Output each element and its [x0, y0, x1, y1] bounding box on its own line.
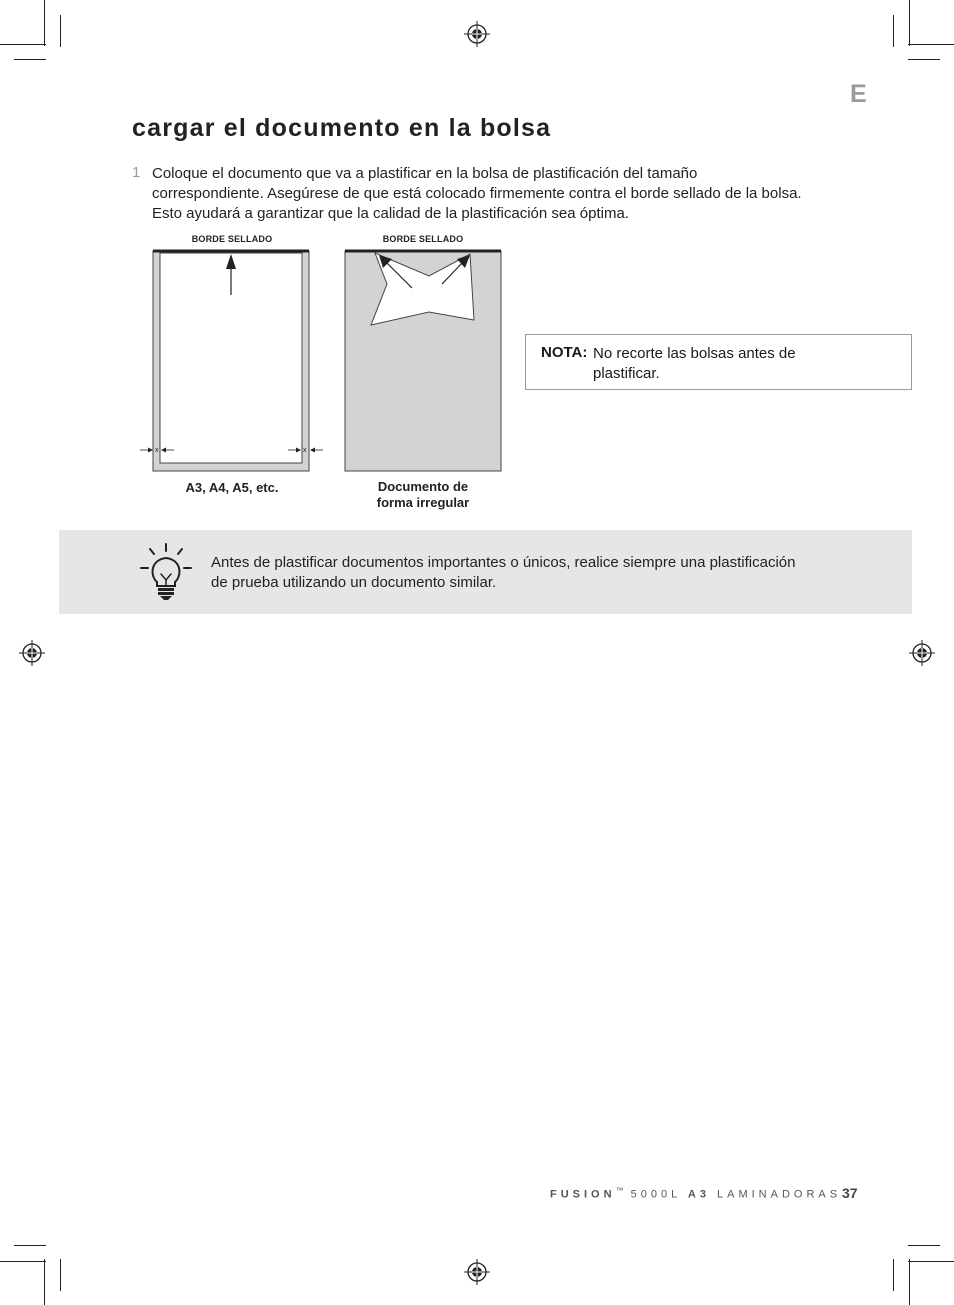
seal-edge-label-right: BORDE SELLADO	[382, 234, 464, 244]
lightbulb-icon	[138, 542, 194, 602]
caption-irregular-line2: forma irregular	[376, 495, 470, 510]
footer-brand-line	[550, 1186, 841, 1201]
caption-irregular-line1: Documento de	[377, 479, 469, 494]
registration-mark-right	[909, 640, 935, 666]
note-text: No recorte las bolsas antes de plastificar.	[593, 345, 796, 382]
pouch-diagram-standard	[140, 248, 325, 474]
page-number: 37	[842, 1185, 858, 1201]
step-text: Coloque el documento que va a plastificar en la bolsa de plastificación del tamaño correspondiente. Asegúrese de que está colocado firmemente contra el borde sellado de la bolsa. Esto ayudará a garantizar que la calidad de la plastificación sea óptima.	[152, 165, 802, 222]
caption-standard-sizes: A3, A4, A5, etc.	[185, 480, 279, 495]
registration-mark-left	[19, 640, 45, 666]
margin-marker-right: x	[303, 447, 307, 454]
page-title: cargar el documento en la bolsa	[132, 114, 552, 142]
pouch-diagram-irregular	[344, 248, 504, 474]
note-label: NOTA:	[541, 344, 588, 361]
margin-marker-left: x	[155, 447, 159, 454]
tip-text: Antes de plastificar documentos importantes o únicos, realice siempre una plastificación de prueba utilizando un documento similar.	[211, 554, 796, 591]
footer-brand: FUSION	[550, 1188, 616, 1201]
registration-mark-bottom	[464, 1259, 490, 1285]
registration-mark-top	[464, 21, 490, 47]
footer-model: 5000L	[630, 1188, 681, 1201]
footer-size: A3	[687, 1188, 710, 1201]
footer-product: LAMINADORAS	[717, 1188, 842, 1201]
step-number: 1	[132, 164, 141, 181]
seal-edge-label-left: BORDE SELLADO	[191, 234, 273, 244]
section-letter: E	[850, 80, 867, 108]
footer-trademark: ™	[615, 1186, 624, 1195]
